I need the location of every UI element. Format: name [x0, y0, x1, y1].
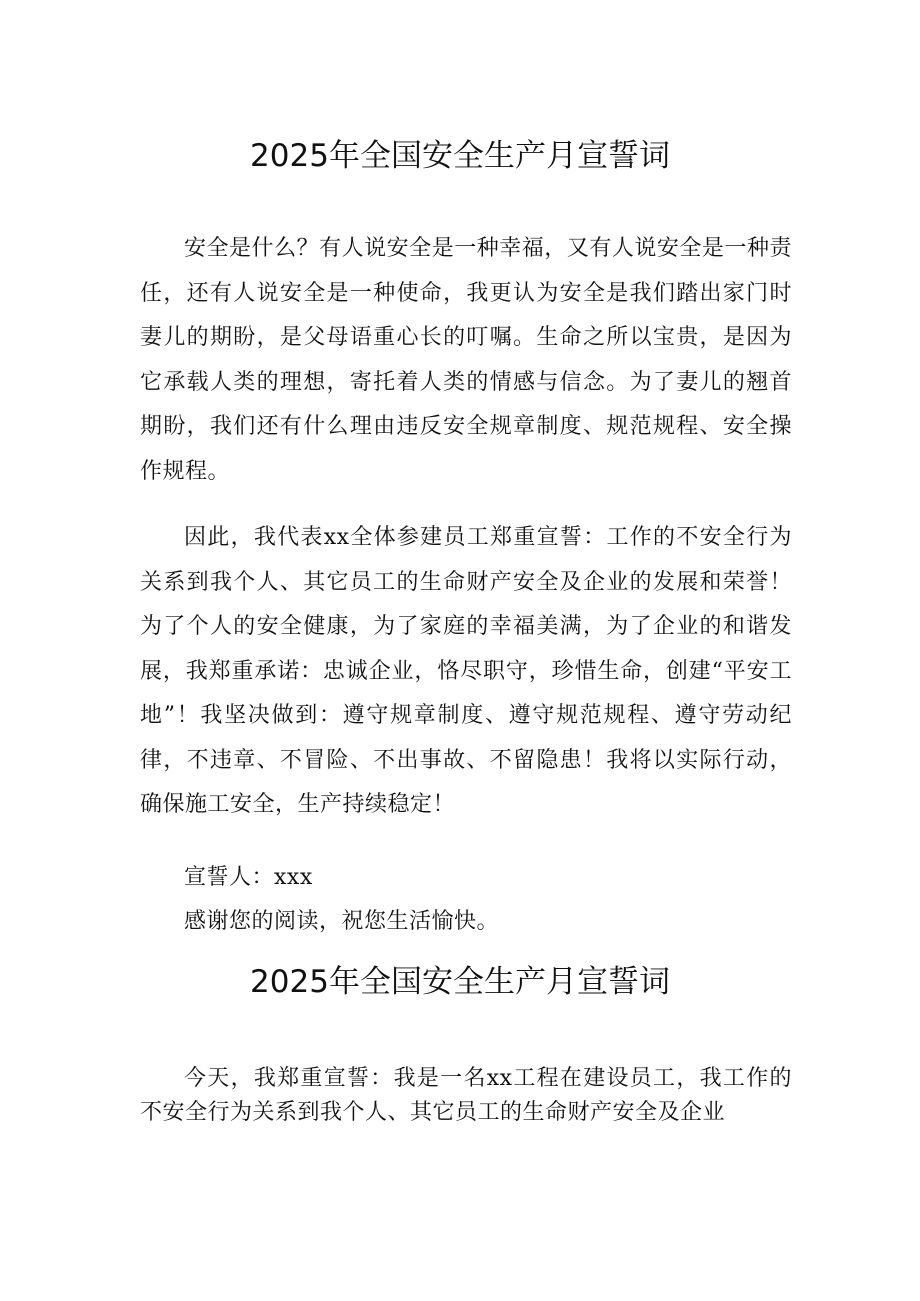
section-title: 2025年全国安全生产月宣誓词 — [250, 138, 670, 174]
section-title: 2025年全国安全生产月宣誓词 — [250, 964, 670, 1000]
body-paragraph: 因此，我代表xx全体参建员工郑重宣誓：工作的不安全行为关系到我个人、其它员工的生命财产安全及企业的发展和荣誉！为了个人的安全健康，为了家庭的幸福美满，为了企业的和谐发展，我郑重承诺：忠诚企业，恪尽职守，珍惜生命，创建“平安工地”！我坚决做到：遵守规章制度、遵守规范规程、遵守劳动纪律，不违章、不冒险、不出事故、不留隐患！我将以实际行动，确保施工安全，生产持续稳定！ — [140, 525, 792, 817]
closing-line: 感谢您的阅读，祝您生活愉快。 — [184, 909, 500, 934]
oath-signer-line: 宣誓人：xxx — [184, 865, 313, 890]
body-paragraph: 今天，我郑重宣誓：我是一名xx工程在建设员工，我工作的不安全行为关系到我个人、其它员工的生命财产安全及企业 — [140, 1066, 792, 1125]
body-paragraph: 安全是什么？有人说安全是一种幸福，又有人说安全是一种责任，还有人说安全是一种使命，我更认为安全是我们踏出家门时妻儿的期盼，是父母语重心长的叮嘱。生命之所以宝贵，是因为它承载人类的理想，寄托着人类的情感与信念。为了妻儿的翘首期盼，我们还有什么理由违反安全规章制度、规范规程、安全操作规程。 — [140, 236, 792, 484]
